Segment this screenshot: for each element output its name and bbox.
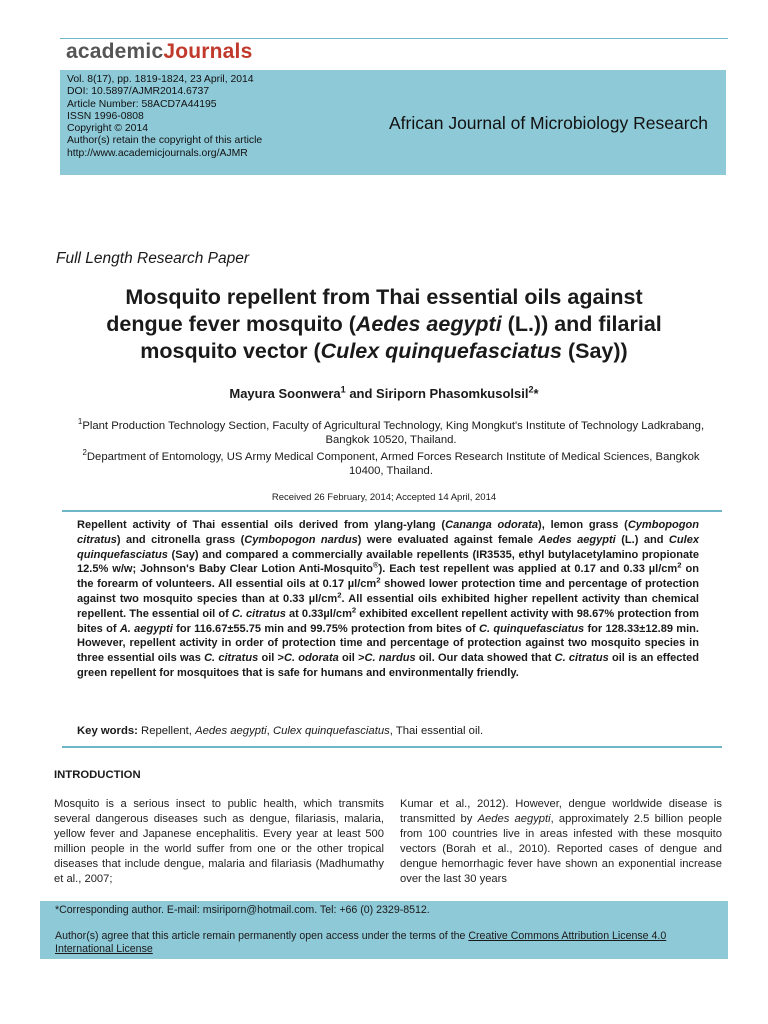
abstract-run: for 116.67±55.75 min and 99.75% protection from bites of bbox=[172, 622, 479, 635]
meta-rights: Author(s) retain the copyright of this article bbox=[67, 135, 263, 147]
abstract-run: Repellent activity of Thai essential oils derived from ylang-ylang ( bbox=[77, 519, 446, 531]
top-rule bbox=[60, 38, 728, 39]
keyword-species: Culex quinquefasciatus bbox=[272, 725, 390, 737]
species-name: Culex quinquefasciatus bbox=[77, 533, 699, 561]
abstract-run: . All essential oils exhibited higher repellent activity than chemical repellent. The essential oil of bbox=[77, 592, 699, 620]
species-name: Aedes aegypti bbox=[538, 533, 616, 546]
superscript: 2 bbox=[677, 560, 682, 570]
abstract-run: showed lower protection time and percentage of protection against two mosquito species than at 0.33 µl/cm bbox=[77, 578, 699, 605]
abstract-run: oil > bbox=[258, 652, 284, 665]
author-conjunction: and bbox=[345, 386, 377, 401]
species-name: C. citratus bbox=[204, 652, 259, 665]
title-text: (Say)) bbox=[562, 339, 628, 363]
species-name: Aedes aegypti bbox=[477, 812, 551, 825]
species-name: C. quinquefasciatus bbox=[478, 622, 585, 635]
title-text: (L.)) and filarial bbox=[501, 312, 662, 336]
species-name: Cymbopogon nardus bbox=[244, 533, 358, 546]
abstract-run: ), lemon grass ( bbox=[538, 519, 628, 531]
registered-mark: ® bbox=[372, 560, 379, 570]
abstract-run: oil > bbox=[338, 652, 365, 665]
title-line-3 bbox=[40, 338, 728, 365]
title-text: mosquito vector ( bbox=[140, 339, 321, 363]
keyword-run: , bbox=[266, 725, 273, 737]
author-affil-marker: 1 bbox=[340, 384, 346, 395]
logo-part2: Journals bbox=[163, 40, 253, 63]
journal-name: African Journal of Microbiology Research bbox=[389, 113, 709, 133]
author-name: Mayura Soonwera bbox=[229, 386, 341, 401]
keywords bbox=[77, 725, 483, 737]
abstract-text bbox=[77, 518, 699, 681]
footnote-band bbox=[40, 901, 728, 959]
abstract-run: (Say) and compared a commercially available repellents (IR3535, ethyl butylacetylamino propionate 12.5% w/w; Johnson's Baby Clear Lotion Anti-Mosquito bbox=[77, 548, 699, 576]
superscript: 2 bbox=[351, 605, 357, 615]
superscript: 2 bbox=[337, 590, 342, 600]
abstract-run: oil. Our data showed that bbox=[415, 652, 555, 665]
keywords-label: Key words: bbox=[77, 725, 138, 737]
abstract-run: on the forearm of volunteers. All essential oils at 0.17 µl/cm bbox=[77, 563, 699, 591]
corresponding-marker: * bbox=[533, 386, 539, 401]
affiliation-1 bbox=[66, 419, 716, 447]
affiliation-text: Department of Entomology, US Army Medical Component, Armed Forces Research Institute of Medical Sciences, Bangkok 10400, Thailand. bbox=[86, 451, 700, 477]
introduction-column-left: Mosquito is a serious insect to public health, which transmits several dangerous diseases such as dengue, filariasis, malaria, yellow fever and Japanese encephalitis. Every year at least 500 million people in the world suffer from one or the other tropical diseases that include dengue, malaria and filariasis (Madhumathy et al., 2007; bbox=[54, 798, 384, 885]
superscript: 2 bbox=[376, 575, 381, 585]
species-name: C. citratus bbox=[554, 652, 609, 665]
abstract-run: exhibited excellent repellent activity with 98.67% protection from bites of bbox=[77, 607, 699, 635]
species-name: C. nardus bbox=[364, 652, 416, 665]
author-name: Siriporn Phasomkusolsil bbox=[376, 386, 529, 401]
species-name: C. odorata bbox=[284, 652, 339, 665]
abstract-box bbox=[62, 510, 722, 748]
title-species: Aedes aegypti bbox=[355, 312, 502, 336]
license-note bbox=[55, 930, 715, 956]
meta-issn: ISSN 1996-0808 bbox=[67, 110, 144, 122]
abstract-run: ). Each test repellent was applied at 0.17 and 0.33 µl/cm bbox=[378, 563, 678, 576]
abstract-run: oil is an effected green repellent for mosquitoes that is safe for humans and environmentally friendly. bbox=[77, 652, 699, 679]
introduction-heading: INTRODUCTION bbox=[54, 769, 141, 781]
keyword-run: Repellent, bbox=[137, 725, 196, 737]
keyword-species: Aedes aegypti bbox=[195, 725, 267, 737]
abstract-run: at 0.33µl/cm bbox=[285, 607, 352, 620]
author-affil-marker: 2 bbox=[528, 384, 534, 395]
received-dates: Received 26 February, 2014; Accepted 14 April, 2014 bbox=[271, 492, 497, 503]
species-name: A. aegypti bbox=[119, 622, 173, 635]
license-link[interactable]: Creative Commons Attribution License 4.0 International License bbox=[55, 930, 667, 955]
title-line-2 bbox=[40, 311, 728, 338]
meta-copyright: Copyright © 2014 bbox=[67, 123, 149, 135]
affiliation-marker: 2 bbox=[82, 448, 87, 458]
species-name: Cananga odorata bbox=[445, 519, 539, 531]
introduction-column-right bbox=[400, 797, 722, 886]
meta-url[interactable]: http://www.academicjournals.org/AJMR bbox=[67, 147, 248, 159]
intro-run: Kumar et al., 2012). However, dengue worldwide disease is transmitted by bbox=[400, 798, 722, 825]
title-species: Culex quinquefasciatus bbox=[320, 339, 562, 363]
meta-article-number: Article Number: 58ACD7A44195 bbox=[67, 98, 217, 110]
affiliation-text: Plant Production Technology Section, Faculty of Agricultural Technology, King Mongkut's Institute of Technology Ladkrabang, Bangkok 10520, Thailand. bbox=[82, 420, 705, 446]
species-name: Cymbopogon citratus bbox=[77, 519, 699, 546]
author-list bbox=[40, 386, 728, 401]
meta-volume: Vol. 8(17), pp. 1819-1824, 23 April, 2014 bbox=[67, 74, 254, 85]
abstract-run: ) were evaluated against female bbox=[357, 533, 539, 546]
title-line-1: Mosquito repellent from Thai essential oils against bbox=[125, 285, 643, 309]
affiliation-2 bbox=[66, 450, 716, 478]
meta-doi[interactable]: DOI: 10.5897/AJMR2014.6737 bbox=[67, 86, 210, 98]
logo-part1: academic bbox=[66, 40, 164, 63]
abstract-run: ) and citronella grass ( bbox=[116, 533, 245, 546]
journal-header bbox=[60, 70, 726, 175]
affiliation-marker: 1 bbox=[77, 417, 83, 427]
publisher-logo[interactable] bbox=[66, 40, 252, 64]
species-name: C. citratus bbox=[231, 607, 286, 620]
keyword-run: , Thai essential oil. bbox=[389, 725, 484, 737]
intro-run: , approximately 2.5 billion people from 100 countries live in areas infested with these mosquito vectors (Borah et al., 2010). Reported cases of dengue and dengue hemorrhagic fever have shown an exponential increase over the last 30 years bbox=[400, 812, 722, 885]
abstract-run: for 128.33±12.89 min. However, repellent activity in order of protection time and percentage of protection against two mosquito species in three essential oils was bbox=[77, 622, 700, 665]
title-text: dengue fever mosquito ( bbox=[106, 312, 356, 336]
corresponding-author-note: *Corresponding author. E-mail: msiriporn@hotmail.com. Tel: +66 (0) 2329-8512. bbox=[55, 904, 430, 916]
article-metadata bbox=[67, 74, 262, 160]
paper-type: Full Length Research Paper bbox=[56, 250, 250, 267]
abstract-run: (L.) and bbox=[615, 533, 669, 546]
paper-title bbox=[40, 284, 728, 365]
license-text: Author(s) agree that this article remain permanently open access under the terms of the bbox=[55, 930, 469, 942]
